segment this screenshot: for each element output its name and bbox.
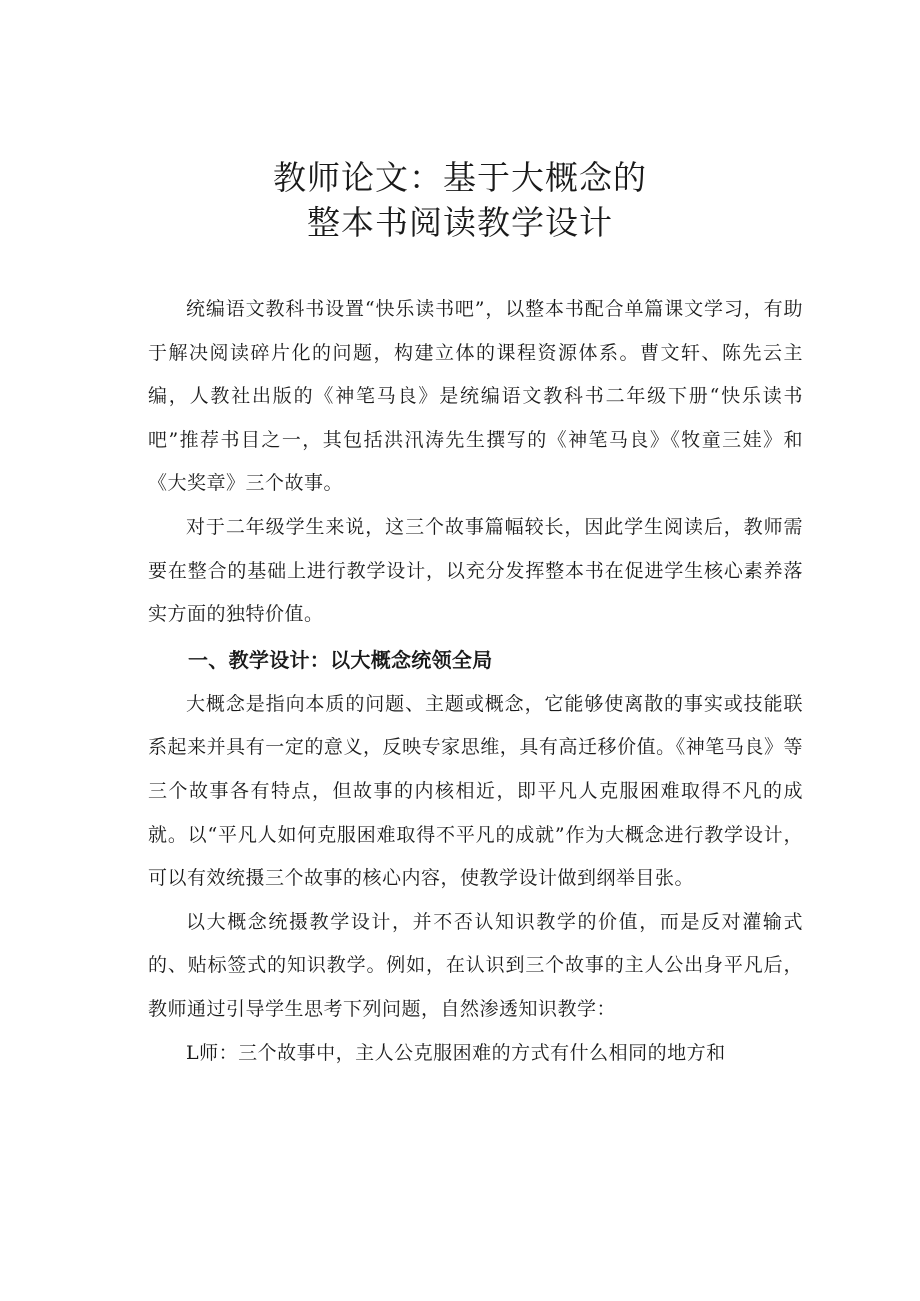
paragraph-intro-2: 对于二年级学生来说，这三个故事篇幅较长，因此学生阅读后，教师需要在整合的基础上进行教学设计，以充分发挥整本书在促进学生核心素养落实方面的独特价值。	[148, 515, 803, 626]
paragraph-section1-2: 以大概念统摄教学设计，并不否认知识教学的价值，而是反对灌输式的、贴标签式的知识教学。例如，在认识到三个故事的主人公出身平凡后，教师通过引导学生思考下列问题，自然渗透知识教学：	[148, 910, 803, 1020]
document-body	[148, 288, 803, 1075]
paragraph-section1-3: L师：三个故事中，主人公克服困难的方式有什么相同的地方和	[186, 1041, 726, 1064]
paragraph-intro-1: 统编语文教科书设置“快乐读书吧”，以整本书配合单篇课文学习，有助于解决阅读碎片化的问题，构建立体的课程资源体系。曹文轩、陈先云主编，人教社出版的《神笔马良》是统编语文教科书二年级下册“快乐读书吧”推荐书目之一，其包括洪汛涛先生撰写的《神笔马良》《牧童三娃》和《大奖章》三个故事。	[148, 298, 803, 495]
paragraph-section1-1: 大概念是指向本质的问题、主题或概念，它能够使离散的事实或技能联系起来并具有一定的意义，反映专家思维，具有高迁移价值。《神笔马良》等三个故事各有特点，但故事的内核相近，即平凡人克服困难取得不凡的成就。以“平凡人如何克服困难取得不平凡的成就”作为大概念进行教学设计，可以有效统摄三个故事的核心内容，使教学设计做到纲举目张。	[148, 692, 803, 890]
document-title-line-1: 教师论文：基于大概念的	[273, 158, 647, 197]
section-heading-1: 一、教学设计：以大概念统领全局	[188, 647, 493, 672]
document-title-line-2: 整本书阅读教学设计	[307, 203, 613, 242]
